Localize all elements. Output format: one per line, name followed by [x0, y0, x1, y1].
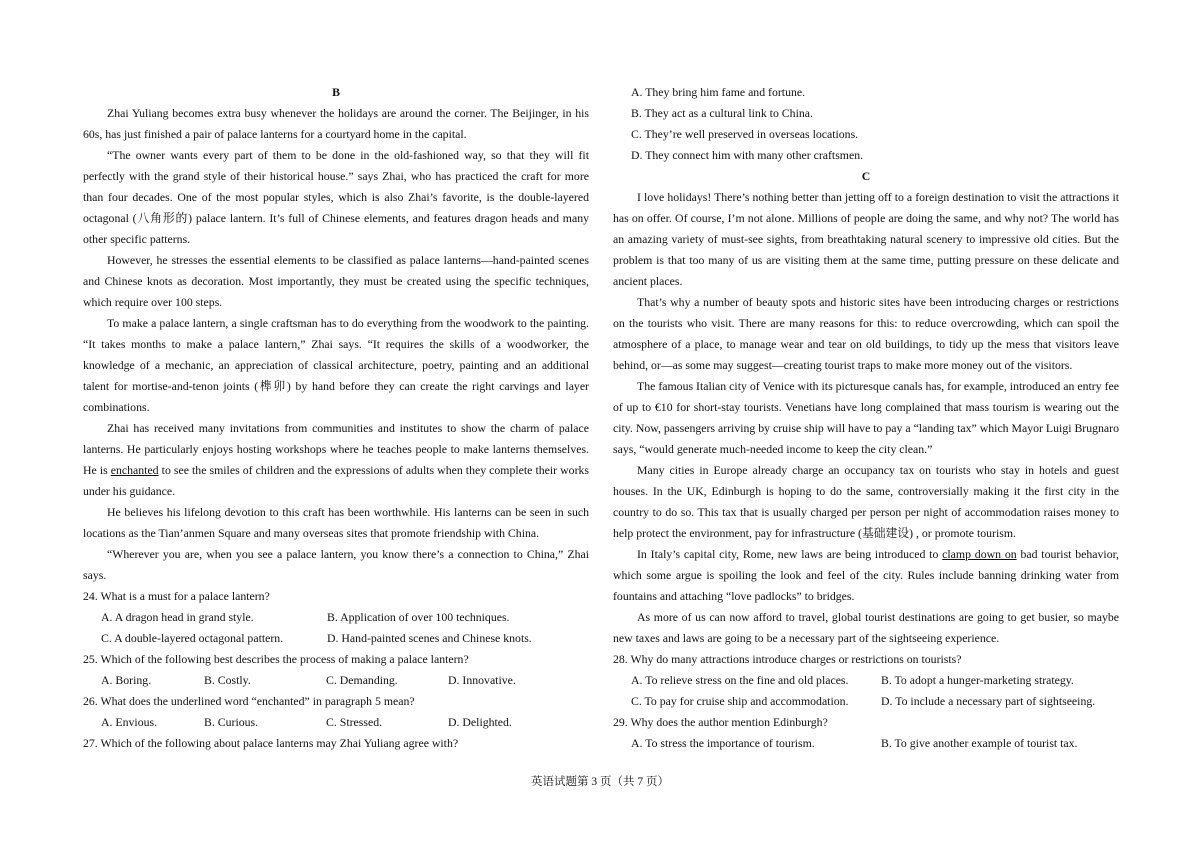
q27-option-c: C. They’re well preserved in overseas locations. — [631, 127, 859, 141]
q28-option-c: C. To pay for cruise ship and accommodation. — [631, 694, 849, 708]
q27-option-b: B. They act as a cultural link to China. — [631, 106, 813, 120]
q25-option-a: A. Boring. — [101, 673, 152, 687]
q28-option-b: B. To adopt a hunger-marketing strategy. — [881, 673, 1074, 687]
q25-option-d: D. Innovative. — [448, 673, 516, 687]
q28-option-a: A. To relieve stress on the fine and old places. — [631, 673, 849, 687]
p5-text-after: to see the smiles of children and the expressions of adults when they complete their works under his guidance. — [83, 463, 589, 498]
page-footer: 英语试题第 3 页（共 7 页） — [531, 776, 669, 788]
q28-option-d: D. To include a necessary part of sightseeing. — [881, 694, 1096, 708]
passage-b-paragraph-7: “Wherever you are, when you see a palace lantern, you know there’s a connection to China,” Zhai says. — [83, 547, 589, 582]
q26-option-a: A. Envious. — [101, 715, 158, 729]
q24-option-d: D. Hand-painted scenes and Chinese knots. — [327, 631, 532, 645]
question-29: 29. Why does the author mention Edinburgh? — [613, 715, 828, 729]
question-25: 25. Which of the following best describes the process of making a palace lantern? — [83, 652, 469, 666]
q26-option-b: B. Curious. — [204, 715, 259, 729]
passage-c-paragraph-4: Many cities in Europe already charge an occupancy tax on tourists who stay in hotels and guest houses. In the UK, Edinburgh is hoping to do the same, controversially making it the first city in the country to do so. This tax that is usually charged per person per night of accommodation raises money to help protect the environment, pay for infrastructure (基础建设) , or promote tourism. — [613, 463, 1119, 540]
q29-option-b: B. To give another example of tourist tax. — [881, 736, 1078, 750]
passage-b-paragraph-1: Zhai Yuliang becomes extra busy whenever the holidays are around the corner. The Beijinger, in his 60s, has just finished a pair of palace lanterns for a courtyard home in the capital. — [83, 106, 589, 141]
question-28: 28. Why do many attractions introduce charges or restrictions on tourists? — [613, 652, 962, 666]
underlined-phrase-clamp-down-on: clamp down on — [942, 547, 1017, 561]
question-26-options — [83, 712, 589, 733]
underlined-word-enchanted: enchanted — [110, 463, 159, 477]
question-24: 24. What is a must for a palace lantern? — [83, 589, 270, 603]
q24-option-b: B. Application of over 100 techniques. — [327, 610, 510, 624]
question-27: 27. Which of the following about palace lanterns may Zhai Yuliang agree with? — [83, 736, 459, 750]
passage-c-paragraph-5 — [613, 544, 1119, 607]
q29-option-a: A. To stress the importance of tourism. — [631, 736, 815, 750]
passage-b-paragraph-6: He believes his lifelong devotion to this craft has been worthwhile. His lanterns can be seen in such locations as the Tian’anmen Square and many overseas sites that promote friendship with China. — [83, 505, 589, 540]
left-column — [83, 82, 589, 754]
question-29-options — [613, 733, 1119, 754]
p5-text-before: In Italy’s capital city, Rome, new laws are being introduced to — [637, 547, 943, 561]
passage-b-paragraph-2: “The owner wants every part of them to be done in the old-fashioned way, so that they will fit perfectly with the grand style of their historical house.” says Zhai, who has practiced the craft for more than four decades. One of the most popular styles, which is also Zhai’s favorite, is the double-layered octagonal (八角形的) palace lantern. It’s full of Chinese elements, and features dragon heads and many other specific patterns. — [83, 148, 589, 246]
passage-b-heading: B — [332, 85, 340, 99]
q24-option-c: C. A double-layered octagonal pattern. — [101, 631, 284, 645]
passage-b-paragraph-3: However, he stresses the essential elements to be classified as palace lanterns—hand-painted scenes and Chinese knots as decoration. Most importantly, they must be created using the specific techniques, which require over 100 steps. — [83, 253, 589, 309]
passage-b-paragraph-5 — [83, 418, 589, 502]
q24-option-a: A. A dragon head in grand style. — [101, 610, 254, 624]
question-28-options — [613, 670, 1119, 712]
question-24-options — [83, 607, 589, 649]
q25-option-c: C. Demanding. — [326, 673, 398, 687]
passage-b-paragraph-4: To make a palace lantern, a single craftsman has to do everything from the woodwork to the painting. “It takes months to make a palace lantern,” Zhai says. “It requires the skills of a woodworker, the knowledge of a mechanic, an appreciation of classical architecture, poetry, painting and an additional talent for mortise-and-tenon joints (榫卯) by hand before they can create the right carvings and layer combinations. — [83, 316, 589, 414]
passage-c-paragraph-2: That’s why a number of beauty spots and historic sites have been introducing charges or restrictions on the tourists who visit. There are many reasons for this: to reduce overcrowding, which can spoil the atmosphere of a place, to manage wear and tear on old buildings, to tidy up the mess that visitors leave behind, or—as some may suggest—creating tourist traps to make more money out of the visitors. — [613, 295, 1119, 372]
p5-text-before: Zhai has received many invitations from communities and institutes to show the charm of palace lanterns. He particularly enjoys hosting workshops where he teaches people to make lanterns themselves. He is — [83, 421, 589, 477]
p5-text-after: bad tourist behavior, which some argue is spoiling the look and feel of the city. Rules include banning drinking water from fountains and attaching “love padlocks” to bridges. — [613, 547, 1119, 603]
q26-option-c: C. Stressed. — [326, 715, 383, 729]
q27-option-a: A. They bring him fame and fortune. — [631, 85, 806, 99]
passage-c-heading: C — [861, 169, 871, 183]
q27-option-d: D. They connect him with many other craftsmen. — [631, 148, 864, 162]
q26-option-d: D. Delighted. — [448, 715, 512, 729]
q25-option-b: B. Costly. — [204, 673, 251, 687]
question-26: 26. What does the underlined word “enchanted” in paragraph 5 mean? — [83, 694, 415, 708]
passage-c-paragraph-6: As more of us can now afford to travel, global tourist destinations are going to get busier, so maybe new taxes and laws are going to be a necessary part of the sightseeing experience. — [613, 610, 1119, 645]
question-25-options — [83, 670, 589, 691]
passage-c-paragraph-1: I love holidays! There’s nothing better than jetting off to a foreign destination to visit the attractions it has on offer. Of course, I’m not alone. Millions of people are doing the same, and why not? The world has an amazing variety of must-see sights, from breathtaking natural scenery to impressive old cities. But the problem is that too many of us are visiting them at the same time, putting pressure on these delicate and ancient places. — [613, 190, 1119, 288]
right-column — [613, 82, 1119, 754]
passage-c-paragraph-3: The famous Italian city of Venice with its picturesque canals has, for example, introduced an entry fee of up to €10 for short-stay tourists. Venetians have long complained that mass tourism is wearing out the city. Now, passengers arriving by cruise ship will have to pay a “landing tax” which Mayor Luigi Brugnaro says, “would generate much-needed income to keep the city clean.” — [613, 379, 1119, 456]
